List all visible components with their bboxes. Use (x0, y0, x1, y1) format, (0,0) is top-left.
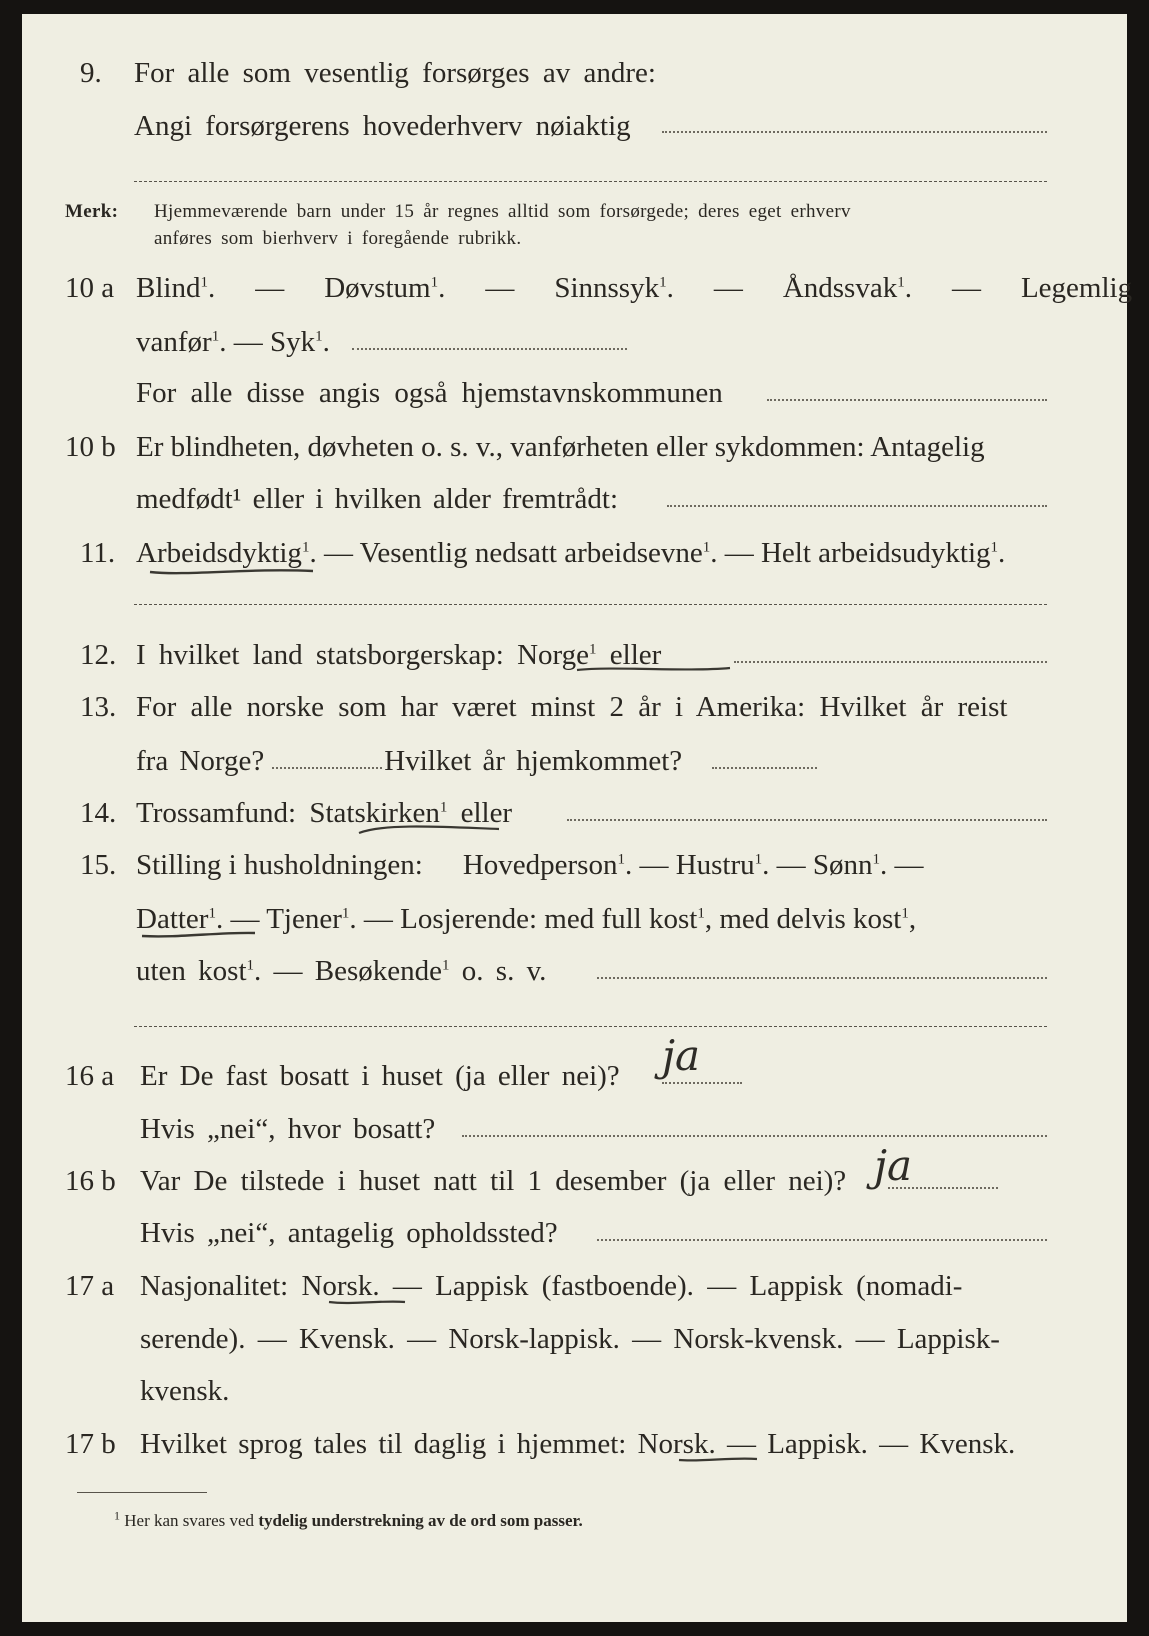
q17a-line-1: Nasjonalitet: Norsk. — Lappisk (fastboende). — Lappisk (nomadi- (140, 1270, 963, 1302)
note-line-1: Hjemmeværende barn under 15 år regnes alltid som forsørgede; deres eget erhverv (154, 201, 851, 222)
option-arbeidsdyktig[interactable]: Arbeidsdyktig (136, 537, 302, 569)
q15-line-1: Stilling i husholdningen: Hovedperson$^1$. — Hustru$^1$. — Sønn$^1$. — (136, 849, 924, 881)
q15-osv: o. s. v. (461, 955, 547, 987)
q15-line-2: Datter$^1$. — Tjener$^1$. — Losjerende: med full kost$^1$, med delvis kost$^1$, (136, 903, 917, 935)
note-label: Merk: (65, 201, 119, 222)
q13-line-1: For alle norske som har været minst 2 år i Amerika: Hvilket år reist (136, 691, 1008, 723)
option-arbeidsudyktig[interactable]: Helt arbeidsudyktig (760, 537, 991, 569)
handwritten-underline-norge (574, 662, 734, 676)
option-uten-kost[interactable]: uten kost (136, 955, 247, 987)
option-lappisk-nomadi[interactable]: Lappisk (nomadi- (749, 1270, 963, 1302)
census-form-page (22, 14, 1133, 1622)
q14-prompt: Trossamfund: (136, 797, 297, 829)
q16b-line-2: Hvis „nei“, antagelig opholdssted? (140, 1217, 558, 1249)
q15-answer-rule[interactable] (134, 1026, 1047, 1027)
q11-answer-rule[interactable] (134, 604, 1047, 605)
item-number-16a: 16 a (65, 1060, 115, 1092)
option-lappisk-17b[interactable]: Lappisk. (767, 1428, 868, 1460)
option-besokende[interactable]: Besøkende (314, 955, 443, 987)
q12-answer-field[interactable] (734, 661, 1047, 663)
q16a-answer-field[interactable] (662, 1082, 742, 1084)
handwritten-underline-norsk (327, 1296, 407, 1308)
option-kvensk-17b[interactable]: Kvensk. (919, 1428, 1016, 1460)
footnote-divider (77, 1492, 207, 1493)
q15-losjerende: Losjerende: (400, 903, 538, 935)
q13-year-returned-field[interactable] (712, 767, 817, 769)
q10a-line-3: For alle disse angis også hjemstavnskommunen (136, 377, 723, 409)
q14-answer-field[interactable] (567, 819, 1047, 821)
q16a-residence-field[interactable] (462, 1135, 1047, 1137)
option-statskirken[interactable]: Statskirken (309, 797, 440, 829)
note-line-2: anføres som bierhverv i foregående rubrikk. (154, 228, 522, 249)
option-hustru[interactable]: Hustru (675, 849, 755, 881)
item-number-10a: 10 a (65, 272, 115, 304)
q10a-answer-field[interactable] (352, 348, 627, 350)
footnote-text: Her kan svares ved (124, 1511, 255, 1530)
footnote: $^1$ Her kan svares ved tydelig understrekning av de ord som passer. (114, 1508, 583, 1530)
item-number-10b: 10 b (65, 431, 116, 463)
q17a-line-3: kvensk. (140, 1375, 230, 1407)
q10b-answer-field[interactable] (667, 505, 1047, 507)
handwritten-answer-16a: ja (662, 1031, 701, 1080)
q13-year-left-label: fra Norge? (136, 745, 265, 777)
q9-answer-field[interactable] (662, 131, 1047, 133)
option-blind[interactable]: Blind (136, 272, 201, 304)
item-number-9: 9. (80, 57, 102, 89)
option-vanfor[interactable]: vanfør (136, 326, 212, 358)
item-number-13: 13. (80, 691, 117, 723)
handwritten-underline-norsk-17b (677, 1453, 759, 1465)
option-tjener[interactable]: Tjener (266, 903, 342, 935)
q10a-line-2: vanfør$^1$. — Syk$^1$. (136, 326, 330, 358)
option-syk[interactable]: Syk (269, 326, 316, 358)
q12-prompt: I hvilket land statsborgerskap: (136, 639, 504, 671)
q16b-location-field[interactable] (597, 1239, 1047, 1241)
q12-eller: eller (609, 639, 662, 671)
q17b-line-1: Hvilket sprog tales til daglig i hjemmet: Norsk. — Lappisk. — Kvensk. (140, 1428, 1016, 1460)
item-number-15: 15. (80, 849, 117, 881)
handwritten-underline-arbeidsdyktig (147, 562, 317, 580)
q15-answer-field[interactable] (597, 977, 1047, 979)
q10b-line-2: medfødt¹ eller i hvilken alder fremtrådt: (136, 483, 619, 515)
item-number-12: 12. (80, 639, 117, 671)
q9-line-1: For alle som vesentlig forsørges av andre: (134, 57, 656, 89)
q15-prompt: Stilling i husholdningen: (136, 849, 423, 881)
option-norsk-17b[interactable]: Norsk. (637, 1428, 716, 1460)
option-dovstum[interactable]: Døvstum (324, 272, 431, 304)
q10b-line-1: Er blindheten, døvheten o. s. v., vanførheten eller sykdommen: Antagelig (136, 431, 985, 463)
footnote-bold-text: tydelig understrekning av de ord som passer. (258, 1511, 583, 1530)
option-full-kost[interactable]: med full kost (544, 903, 698, 935)
q16b-line-1: Var De tilstede i huset natt til 1 desember (ja eller nei)? (140, 1165, 847, 1197)
option-hovedperson[interactable]: Hovedperson (462, 849, 618, 881)
option-sonn[interactable]: Sønn (812, 849, 873, 881)
item-number-14: 14. (80, 797, 117, 829)
q17a-line-2: serende). — Kvensk. — Norsk-lappisk. — Norsk-kvensk. — Lappisk- (140, 1323, 1000, 1355)
q13-line-2 (136, 744, 682, 778)
option-delvis-kost[interactable]: med delvis kost (719, 903, 902, 935)
handwritten-underline-statskirken (355, 821, 505, 839)
q14-line-1: Trossamfund: Statskirken$^1$ eller (136, 797, 513, 829)
q16a-line-2: Hvis „nei“, hvor bosatt? (140, 1113, 436, 1145)
q13-year-left-field[interactable] (272, 767, 382, 769)
option-legemlig[interactable]: Legemlig (1020, 272, 1133, 304)
item-number-17b: 17 b (65, 1428, 116, 1460)
q14-eller: eller (460, 797, 513, 829)
q11-line-1: Arbeidsdyktig$^1$. — Vesentlig nedsatt arbeidsevne$^1$. — Helt arbeidsudyktig$^1$. (136, 537, 1006, 569)
option-norsk[interactable]: Norsk. (301, 1270, 380, 1302)
option-norge[interactable]: Norge (517, 639, 590, 671)
option-andssvak[interactable]: Åndssvak (782, 272, 898, 304)
q12-line-1: I hvilket land statsborgerskap: Norge$^1$ eller (136, 639, 662, 671)
item-number-11: 11. (80, 537, 116, 569)
q17a-prompt: Nasjonalitet: (140, 1270, 289, 1302)
handwritten-answer-16b: ja (874, 1141, 913, 1190)
item-number-17a: 17 a (65, 1270, 115, 1302)
handwritten-underline-datter (139, 926, 259, 942)
q10a-municipality-field[interactable] (767, 399, 1047, 401)
q17b-prompt: Hvilket sprog tales til daglig i hjemmet: (140, 1428, 627, 1460)
option-sinnssyk[interactable]: Sinnssyk (554, 272, 660, 304)
option-lappisk-fastboende[interactable]: Lappisk (fastboende). (435, 1270, 694, 1302)
item-number-16b: 16 b (65, 1165, 116, 1197)
q9-line-2: Angi forsørgerens hovederhverv nøiaktig (134, 110, 631, 142)
q16a-line-1: Er De fast bosatt i huset (ja eller nei)? (140, 1060, 620, 1092)
option-datter[interactable]: Datter (136, 903, 209, 935)
q10a-line-1: Blind$^1$. — Døvstum$^1$. — Sinnssyk$^1$. — Åndssvak$^1$. — Legemlig (136, 272, 1133, 304)
q9-answer-rule[interactable] (134, 181, 1047, 182)
q13-year-returned-label: Hvilket år hjemkommet? (384, 745, 683, 777)
option-nedsatt-arbeidsevne[interactable]: Vesentlig nedsatt arbeidsevne (359, 537, 703, 569)
q15-line-3: uten kost$^1$. — Besøkende$^1$ o. s. v. (136, 955, 547, 987)
